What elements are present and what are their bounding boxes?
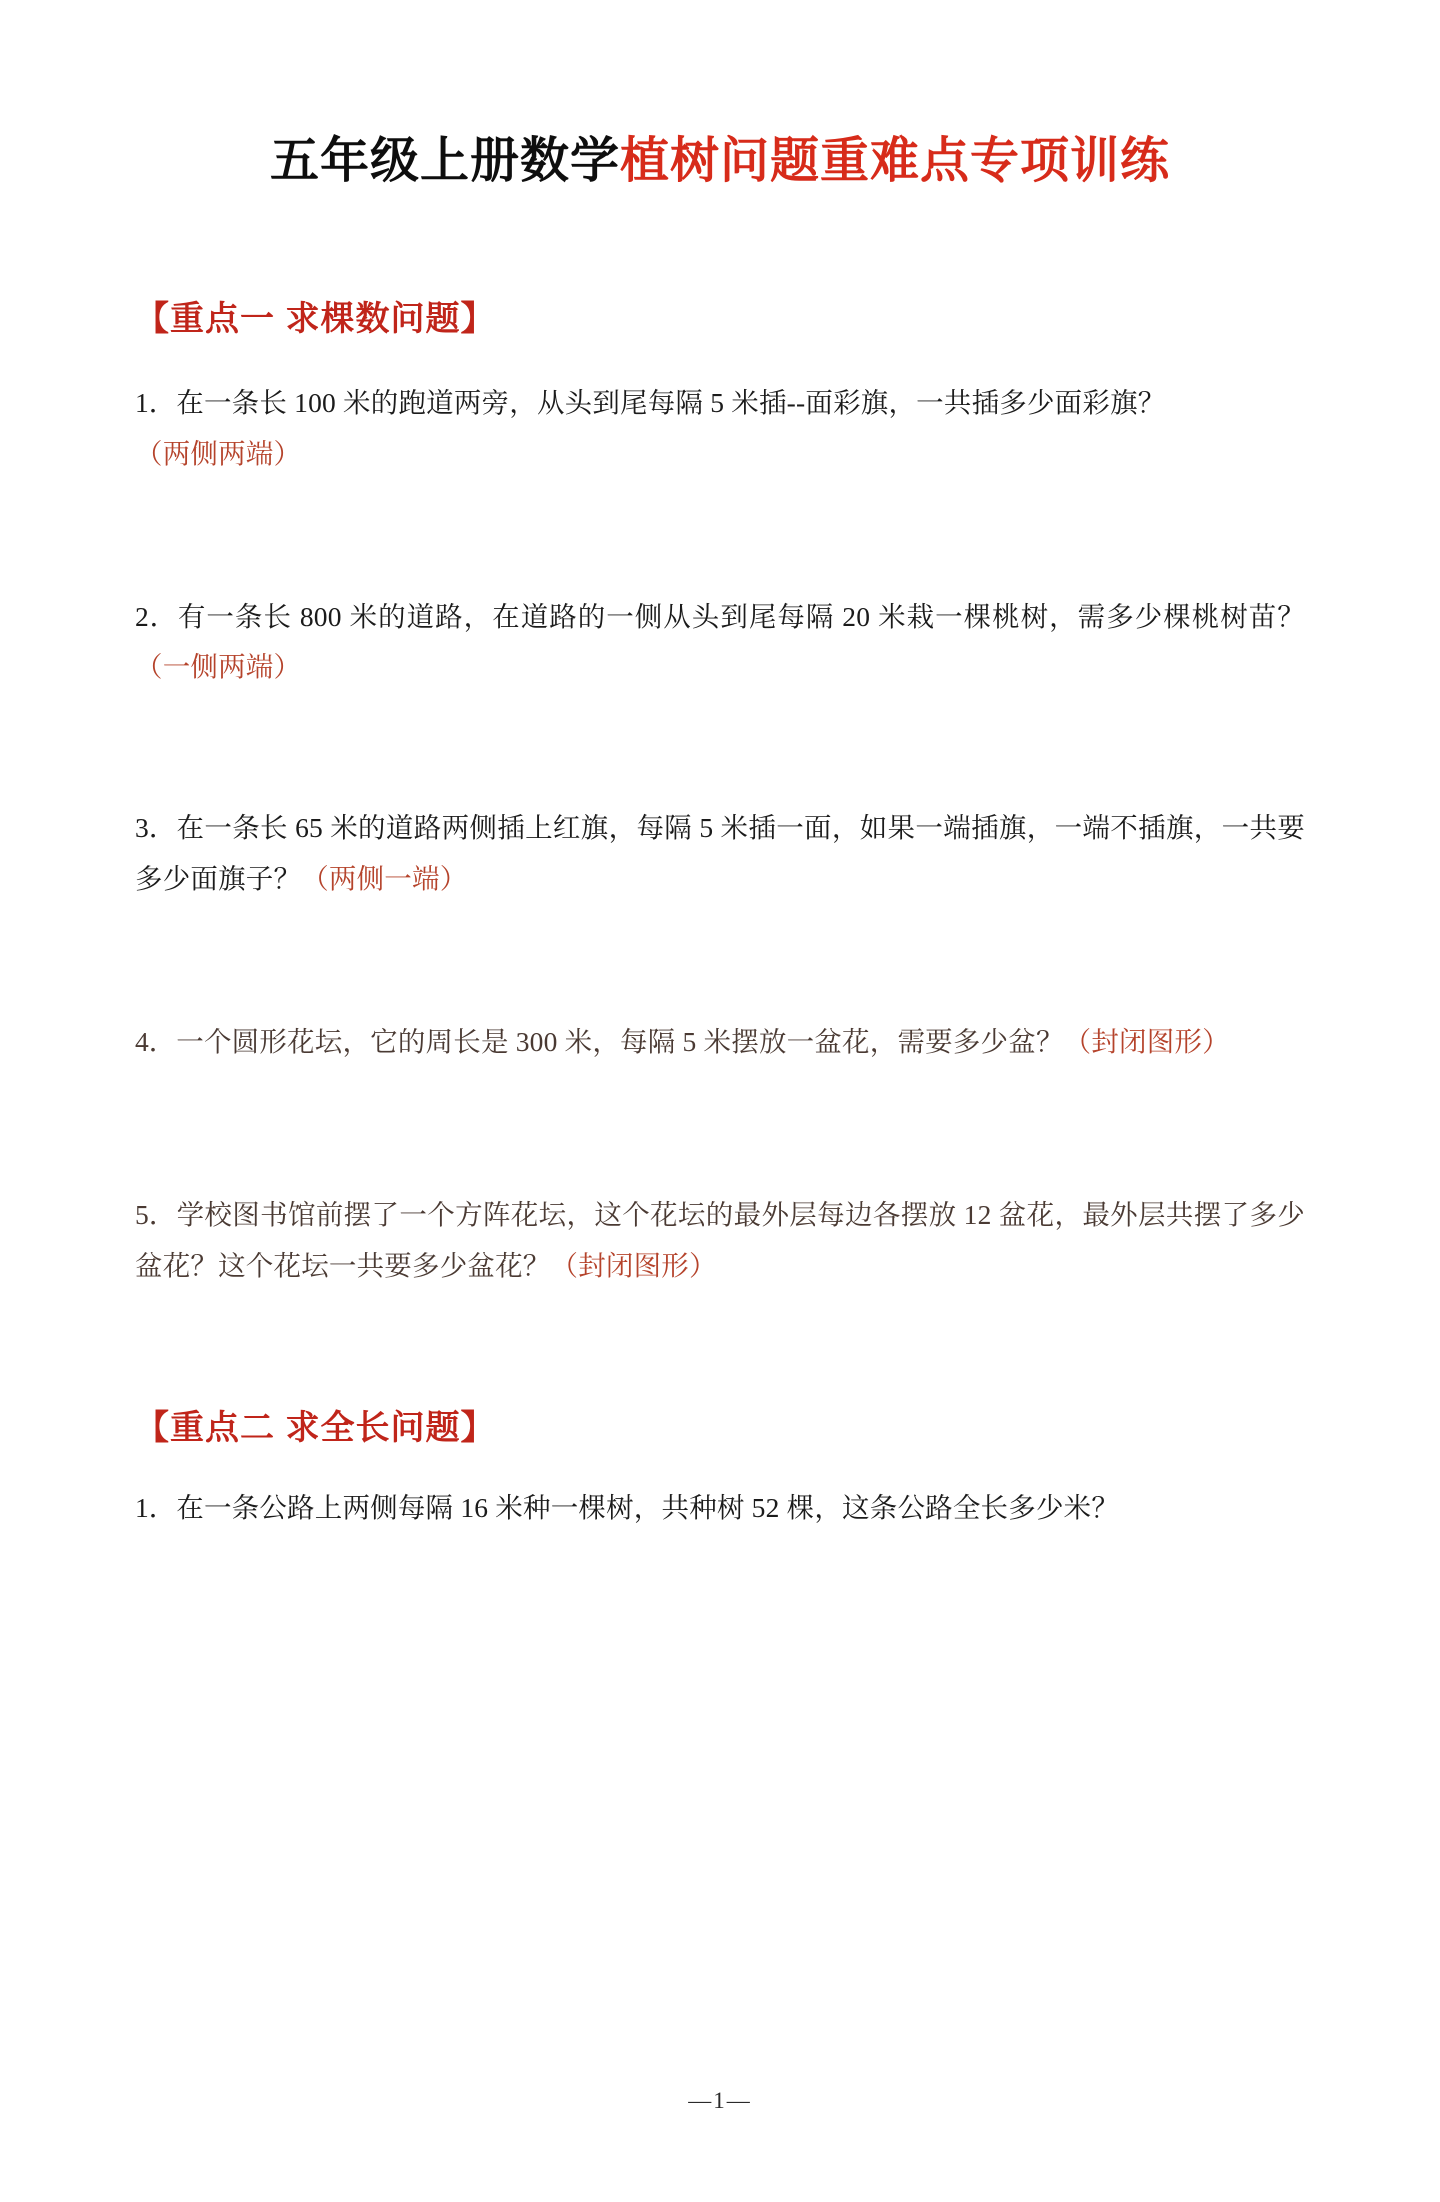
page-number-footer: —1— xyxy=(688,2088,752,2113)
worksheet-page xyxy=(0,132,1440,2202)
question-text: 在一条长 100 米的跑道两旁，从头到尾每隔 5 米插--面彩旗，一共插多少面彩旗？ xyxy=(176,386,1166,418)
question-hint: （两侧两端） xyxy=(135,437,302,469)
question-hint: （一侧两端） xyxy=(135,651,302,683)
page-title xyxy=(135,132,1305,191)
page-title-black: 五年级上册数学 xyxy=(269,134,620,188)
question-hint: （封闭图形） xyxy=(1063,1026,1230,1058)
question-1-1 xyxy=(135,378,1305,480)
question-number: 1． xyxy=(135,386,177,418)
question-1-4 xyxy=(135,1017,1305,1068)
question-1-5 xyxy=(135,1190,1305,1292)
question-2-1 xyxy=(135,1483,1305,1534)
page-title-red: 植树问题重难点专项训练 xyxy=(620,134,1171,188)
question-hint: （封闭图形） xyxy=(550,1249,717,1281)
question-number: 5． xyxy=(135,1198,177,1230)
question-hint: （两侧一端） xyxy=(301,863,468,895)
question-text: 在一条长 65 米的道路两侧插上红旗，每隔 5 米插一面，如果一端插旗，一端不插旗，一共要多少面旗子？ xyxy=(135,812,1305,895)
question-1-2 xyxy=(135,592,1305,694)
question-text: 有一条长 800 米的道路，在道路的一侧从头到尾每隔 20 米栽一棵桃树，需多少棵桃树苗？ xyxy=(177,600,1306,632)
question-text: 在一条公路上两侧每隔 16 米种一棵树，共种树 52 棵，这条公路全长多少米？ xyxy=(176,1491,1120,1523)
question-number: 1． xyxy=(135,1491,177,1523)
question-number: 3． xyxy=(135,812,177,844)
question-text: 学校图书馆前摆了一个方阵花坛，这个花坛的最外层每边各摆放 12 盆花，最外层共摆了多少盆花？这个花坛一共要多少盆花？ xyxy=(135,1198,1305,1281)
question-number: 2． xyxy=(135,600,178,632)
question-text: 一个圆形花坛，它的周长是 300 米，每隔 5 米摆放一盆花，需要多少盆？ xyxy=(176,1026,1064,1058)
question-number: 4． xyxy=(135,1026,177,1058)
section-heading-1: 【重点一 求棵数问题】 xyxy=(135,299,496,338)
question-1-3 xyxy=(135,803,1305,905)
section-heading-2: 【重点二 求全长问题】 xyxy=(135,1408,496,1447)
